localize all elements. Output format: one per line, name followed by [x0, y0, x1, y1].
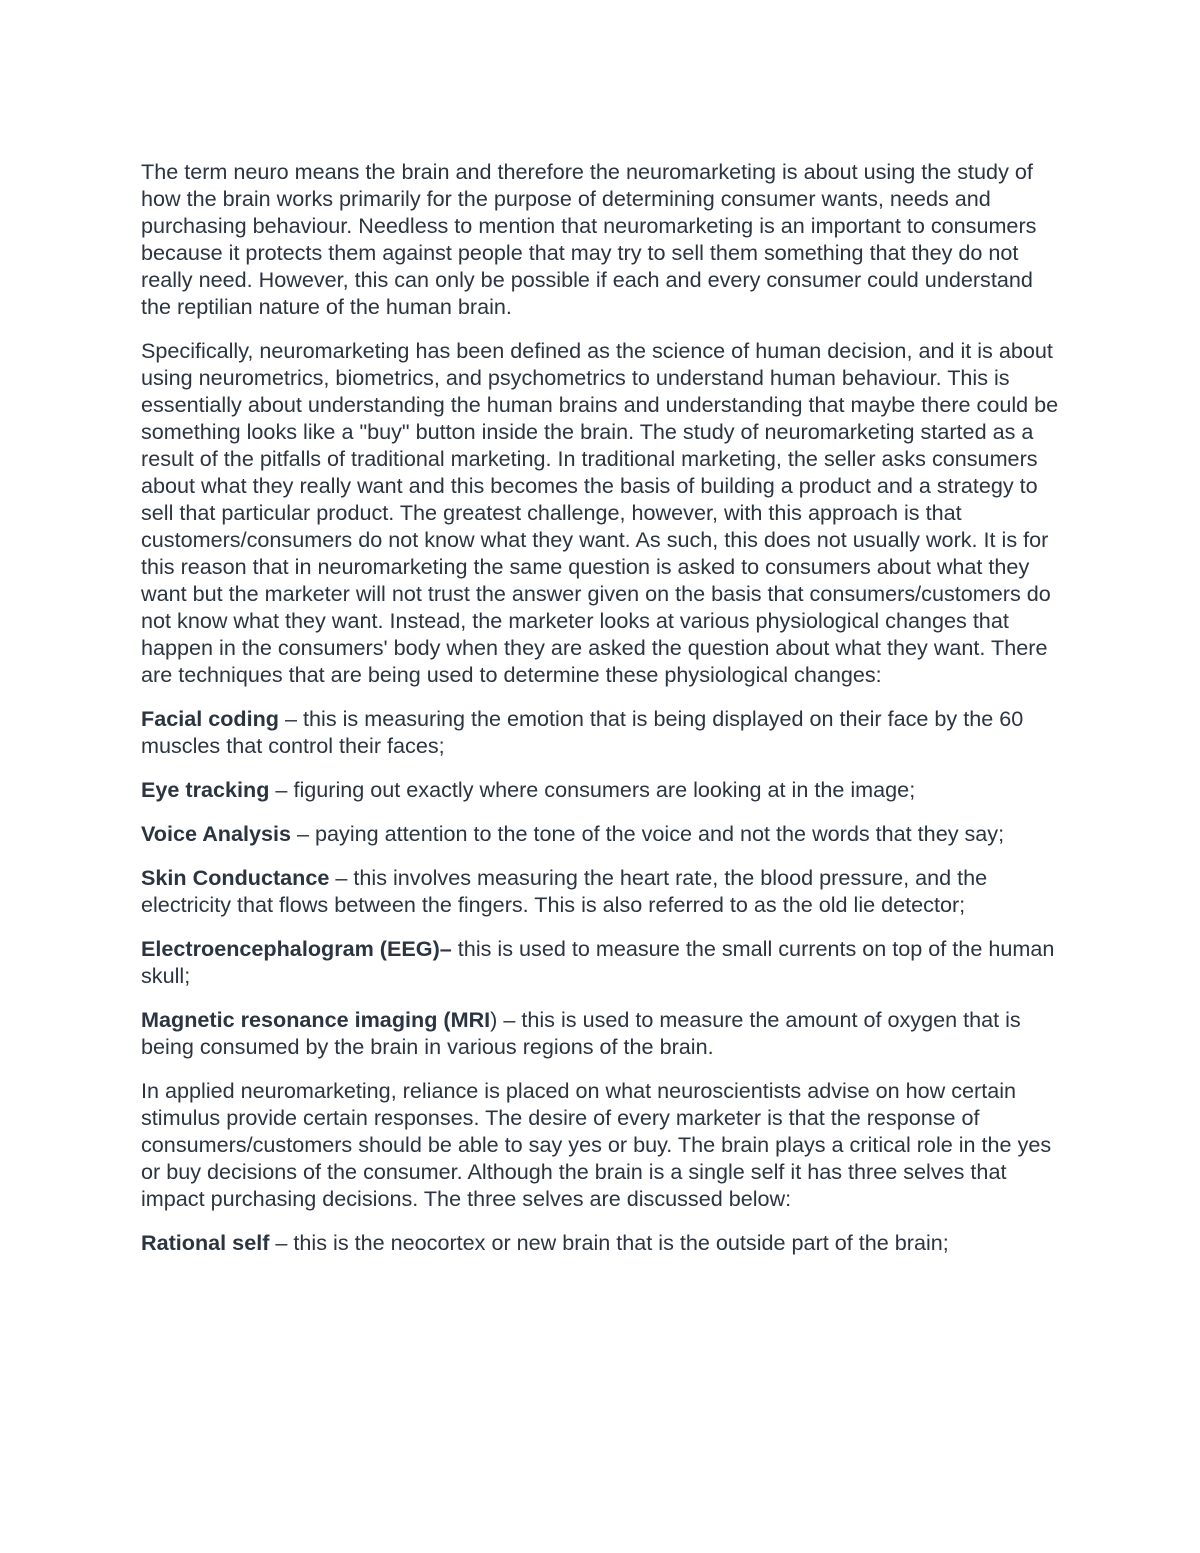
technique-mri: [141, 1006, 1066, 1060]
technique-description: this is used to measure the small currents on top of the human skull;: [141, 936, 1055, 988]
self-rational: [141, 1229, 1066, 1256]
technique-description: – this is measuring the emotion that is being displayed on their face by the 60 muscles that control their faces;: [141, 706, 1024, 758]
applied-neuromarketing-paragraph: In applied neuromarketing, reliance is placed on what neuroscientists advise on how certain stimulus provide certain responses. The desire of every marketer is that the response of consumers/customers should be able to say yes or buy. The brain plays a critical role in the yes or buy decisions of the consumer. Although the brain is a single self it has three selves that impact purchasing decisions. The three selves are discussed below:: [141, 1078, 1052, 1211]
technique-term: Skin Conductance: [141, 865, 330, 890]
technique-term: Electroencephalogram (EEG)–: [141, 936, 452, 961]
technique-description: – this involves measuring the heart rate, the blood pressure, and the electricity that flows between the fingers. This is also referred to as the old lie detector;: [141, 865, 988, 917]
technique-term: Magnetic resonance imaging (MRI: [141, 1007, 491, 1032]
technique-description: – paying attention to the tone of the voice and not the words that they say;: [291, 821, 1005, 846]
technique-eeg: [141, 935, 1066, 989]
intro-paragraph: The term neuro means the brain and therefore the neuromarketing is about using the study of how the brain works primarily for the purpose of determining consumer wants, needs and purchasing behaviour. Needless to mention that neuromarketing is an important to consumers because it protects them against people that may try to sell them something that they do not really need. However, this can only be possible if each and every consumer could understand the reptilian nature of the human brain.: [141, 159, 1037, 319]
self-description: – this is the neocortex or new brain that is the outside part of the brain;: [269, 1230, 949, 1255]
technique-term: Voice Analysis: [141, 821, 292, 846]
self-term: Rational self: [141, 1230, 270, 1255]
technique-term: Eye tracking: [141, 777, 270, 802]
technique-eye-tracking: [141, 776, 1066, 803]
technique-term: Facial coding: [141, 706, 279, 731]
document-body: [141, 158, 1066, 1273]
technique-voice-analysis: [141, 820, 1066, 847]
technique-facial-coding: [141, 705, 1066, 759]
technique-description: ) – this is used to measure the amount of oxygen that is being consumed by the brain in various regions of the brain.: [141, 1007, 1021, 1059]
technique-skin-conductance: [141, 864, 1066, 918]
technique-description: – figuring out exactly where consumers are looking at in the image;: [269, 777, 916, 802]
definition-paragraph: Specifically, neuromarketing has been defined as the science of human decision, and it is about using neurometrics, biometrics, and psychometrics to understand human behaviour. This is essentially about understanding the human brains and understanding that maybe there could be something looks like a "buy" button inside the brain. The study of neuromarketing started as a result of the pitfalls of traditional marketing. In traditional marketing, the seller asks consumers about what they really want and this becomes the basis of building a product and a strategy to sell that particular product. The greatest challenge, however, with this approach is that customers/consumers do not know what they want. As such, this does not usually work. It is for this reason that in neuromarketing the same question is asked to consumers about what they want but the marketer will not trust the answer given on the basis that consumers/customers do not know what they want. Instead, the marketer looks at various physiological changes that happen in the consumers' body when they are asked the question about what they want. There are techniques that are being used to determine these physiological changes:: [141, 338, 1059, 687]
